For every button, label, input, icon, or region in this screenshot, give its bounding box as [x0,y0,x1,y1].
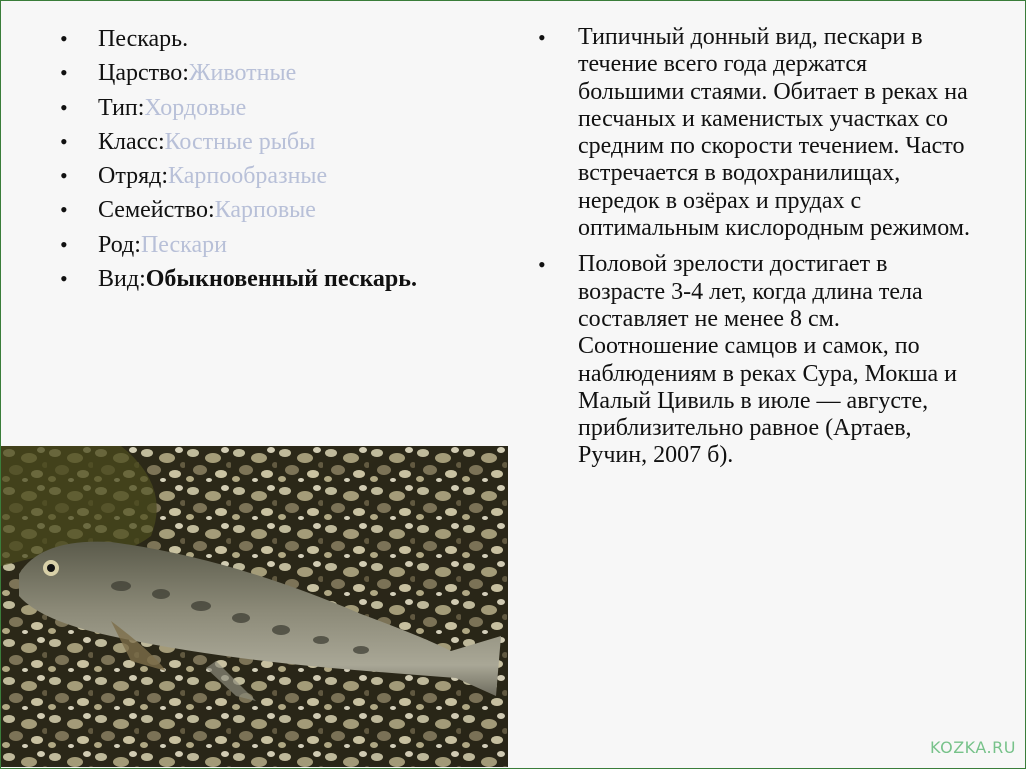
species-value: Обыкновенный пескарь. [145,266,417,293]
bullet: • [60,231,68,257]
paragraph-maturity [538,251,978,469]
bullet: • [538,252,546,278]
bullet: • [60,266,68,292]
class-link[interactable]: Костные рыбы [164,128,316,155]
taxonomy-list [60,22,500,296]
bullet: • [60,94,68,120]
phylum-link[interactable]: Хордовые [144,94,247,121]
order-link[interactable]: Карпообразные [168,163,328,190]
bullet: • [60,128,68,154]
genus-link[interactable]: Пескари [140,231,227,258]
class-label: Класс: [98,128,165,155]
bullet: • [60,26,68,51]
bullet: • [60,60,68,86]
species-label: Вид: [98,266,146,293]
family-link[interactable]: Карповые [214,197,316,224]
title-label: Пескарь. [98,26,189,52]
family-label: Семейство: [98,197,215,224]
maturity-text: Половой зрелости достигает в возрасте 3-4 лет, когда длина тела составляет не менее 8 см. Соотношение самцов и самок, по наблюдениям в реках Сура, Мокша и Малый Цивиль в июле — августе, приблизительно равное (Артаев, Ручин, 2007 б). [578,251,957,469]
habitat-text: Типичный донный вид, пескари в течение всего года держатся большими стаями. Обитает в реках на песчаных и каменистых участках со средним по скорости течением. Часто встречается в водохранилищах, нередок в озёрах и прудах с оптимальным кислородным режимом. [578,24,970,242]
kingdom-link[interactable]: Животные [188,60,297,87]
kingdom-label: Царство: [98,60,189,87]
taxonomy-item-species [60,262,500,296]
gudgeon-photo [1,446,508,767]
watermark-logo: KOZKA.RU [930,738,1016,757]
bullet: • [60,163,68,189]
order-label: Отряд: [98,163,169,190]
taxonomy-item-family [60,193,500,227]
taxonomy-item-kingdom [60,56,500,90]
bullet: • [538,25,546,50]
taxonomy-item-class [60,125,500,159]
paragraph-habitat [538,24,978,242]
taxonomy-item-order [60,159,500,193]
description-column [538,24,978,479]
taxonomy-item-title [60,22,500,56]
taxonomy-item-genus [60,228,500,262]
bullet: • [60,197,68,223]
phylum-label: Тип: [98,94,145,121]
taxonomy-item-phylum [60,91,500,125]
genus-label: Род: [98,231,141,258]
